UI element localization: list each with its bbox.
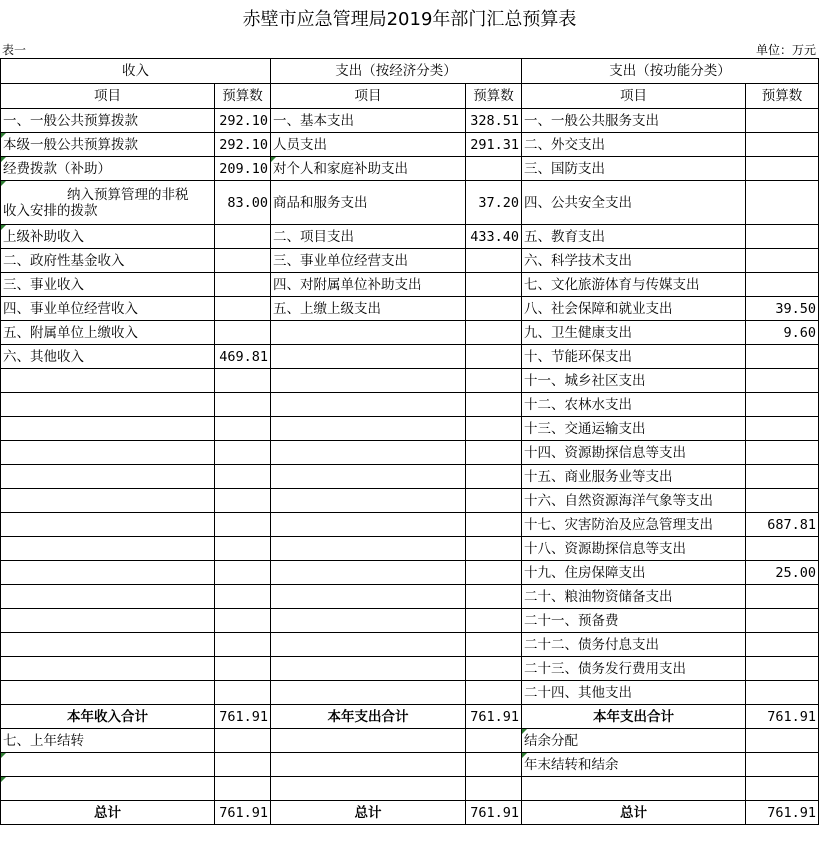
table-row (1, 633, 819, 657)
table-row (1, 777, 819, 801)
income-value[interactable] (215, 585, 271, 609)
econ-item[interactable] (271, 633, 466, 657)
econ-value[interactable]: 37.20 (466, 181, 522, 225)
income-value[interactable] (215, 465, 271, 489)
income-value[interactable] (215, 417, 271, 441)
col-header-item[interactable]: 项目 (271, 84, 466, 109)
income-item[interactable] (1, 681, 215, 705)
func-item[interactable]: 一、一般公共服务支出 (522, 109, 746, 133)
econ-item[interactable] (271, 777, 466, 801)
table-row (1, 681, 819, 705)
econ-item[interactable] (271, 321, 466, 345)
func-item[interactable]: 二、外交支出 (522, 133, 746, 157)
func-item[interactable]: 三、国防支出 (522, 157, 746, 181)
func-item[interactable]: 十、节能环保支出 (522, 345, 746, 369)
income-item[interactable]: 上级补助收入 (1, 225, 215, 249)
econ-item[interactable]: 四、对附属单位补助支出 (271, 273, 466, 297)
income-value[interactable] (215, 225, 271, 249)
econ-value[interactable]: 328.51 (466, 109, 522, 133)
func-item[interactable]: 十二、农林水支出 (522, 393, 746, 417)
func-total-label[interactable]: 总计 (522, 801, 746, 825)
econ-value[interactable] (466, 489, 522, 513)
func-value[interactable] (746, 777, 819, 801)
income-value[interactable] (215, 489, 271, 513)
income-subtotal-value[interactable]: 761.91 (215, 705, 271, 729)
econ-value[interactable] (466, 321, 522, 345)
income-value[interactable] (215, 393, 271, 417)
econ-value[interactable] (466, 585, 522, 609)
econ-value[interactable] (466, 753, 522, 777)
income-item[interactable]: 六、其他收入 (1, 345, 215, 369)
income-item[interactable] (1, 465, 215, 489)
income-value[interactable] (215, 777, 271, 801)
table-row (1, 273, 819, 297)
income-value[interactable] (215, 249, 271, 273)
income-value[interactable] (215, 633, 271, 657)
table-row (1, 417, 819, 441)
econ-item[interactable] (271, 369, 466, 393)
func-item[interactable]: 十八、资源勘探信息等支出 (522, 537, 746, 561)
func-item[interactable]: 二十四、其他支出 (522, 681, 746, 705)
income-value[interactable]: 292.10 (215, 133, 271, 157)
income-item[interactable] (1, 369, 215, 393)
table-row (1, 537, 819, 561)
econ-value[interactable] (466, 609, 522, 633)
econ-item[interactable] (271, 609, 466, 633)
func-value[interactable] (746, 657, 819, 681)
econ-value[interactable] (466, 393, 522, 417)
income-item[interactable]: 五、附属单位上缴收入 (1, 321, 215, 345)
func-value[interactable]: 39.50 (746, 297, 819, 321)
func-item[interactable]: 十一、城乡社区支出 (522, 369, 746, 393)
table-row (1, 345, 819, 369)
econ-value[interactable] (466, 633, 522, 657)
func-item[interactable]: 五、教育支出 (522, 225, 746, 249)
func-item[interactable]: 二十、粮油物资储备支出 (522, 585, 746, 609)
econ-item[interactable]: 对个人和家庭补助支出 (271, 157, 466, 181)
func-item[interactable]: 四、公共安全支出 (522, 181, 746, 225)
col-header-budget[interactable]: 预算数 (746, 84, 819, 109)
func-value[interactable] (746, 345, 819, 369)
econ-item[interactable] (271, 513, 466, 537)
income-value[interactable]: 209.10 (215, 157, 271, 181)
subtotal-row (1, 705, 819, 729)
econ-item[interactable]: 五、上缴上级支出 (271, 297, 466, 321)
func-item[interactable]: 十三、交通运输支出 (522, 417, 746, 441)
func-item[interactable]: 十九、住房保障支出 (522, 561, 746, 585)
income-value[interactable] (215, 441, 271, 465)
carryover-row (1, 729, 819, 753)
econ-value[interactable] (466, 441, 522, 465)
income-value[interactable] (215, 657, 271, 681)
income-item[interactable]: 三、事业收入 (1, 273, 215, 297)
econ-subtotal-value[interactable]: 761.91 (466, 705, 522, 729)
func-item[interactable]: 六、科学技术支出 (522, 249, 746, 273)
carryover-row (1, 753, 819, 777)
table-row (1, 157, 819, 181)
table-row (1, 369, 819, 393)
econ-total-label[interactable]: 总计 (271, 801, 466, 825)
econ-value[interactable] (466, 297, 522, 321)
func-item[interactable]: 七、文化旅游体育与传媒支出 (522, 273, 746, 297)
unit-label: 单位：万元 (755, 43, 816, 57)
income-value[interactable] (215, 321, 271, 345)
econ-value[interactable]: 433.40 (466, 225, 522, 249)
col-header-item[interactable]: 项目 (522, 84, 746, 109)
income-value[interactable] (215, 273, 271, 297)
column-header-row (1, 84, 819, 109)
econ-subtotal-label[interactable]: 本年支出合计 (271, 705, 466, 729)
func-value[interactable] (746, 537, 819, 561)
econ-item[interactable] (271, 681, 466, 705)
econ-item[interactable] (271, 441, 466, 465)
func-item[interactable]: 十七、灾害防治及应急管理支出 (522, 513, 746, 537)
econ-value[interactable] (466, 345, 522, 369)
econ-value[interactable] (466, 657, 522, 681)
econ-item[interactable] (271, 465, 466, 489)
econ-item[interactable] (271, 585, 466, 609)
econ-value[interactable] (466, 249, 522, 273)
econ-value[interactable] (466, 513, 522, 537)
section-expense-econ[interactable]: 支出（按经济分类） (271, 59, 522, 84)
func-item[interactable]: 八、社会保障和就业支出 (522, 297, 746, 321)
table-row (1, 133, 819, 157)
income-item-line2: 收入安排的拨款 (3, 202, 98, 219)
econ-item[interactable] (271, 417, 466, 441)
income-value[interactable] (215, 609, 271, 633)
income-total-value[interactable]: 761.91 (215, 801, 271, 825)
econ-value[interactable] (466, 157, 522, 181)
econ-item[interactable]: 三、事业单位经营支出 (271, 249, 466, 273)
econ-item[interactable] (271, 729, 466, 753)
income-value[interactable] (215, 561, 271, 585)
func-subtotal-value[interactable]: 761.91 (746, 705, 819, 729)
table-row (1, 249, 819, 273)
func-item[interactable]: 十四、资源勘探信息等支出 (522, 441, 746, 465)
econ-value[interactable] (466, 369, 522, 393)
income-value[interactable] (215, 729, 271, 753)
func-value[interactable] (746, 225, 819, 249)
table-row (1, 585, 819, 609)
income-value[interactable] (215, 369, 271, 393)
func-value[interactable] (746, 369, 819, 393)
table-row (1, 609, 819, 633)
income-value[interactable] (215, 753, 271, 777)
income-value[interactable]: 83.00 (215, 181, 271, 225)
func-value[interactable] (746, 489, 819, 513)
carryover-label[interactable]: 七、上年结转 (1, 729, 215, 753)
func-item[interactable]: 二十二、债务付息支出 (522, 633, 746, 657)
table-row (1, 297, 819, 321)
table-row (1, 513, 819, 537)
income-item[interactable]: 经费拨款（补助） (1, 157, 215, 181)
table-row (1, 181, 819, 225)
func-item[interactable]: 十五、商业服务业等支出 (522, 465, 746, 489)
func-value[interactable] (746, 633, 819, 657)
func-value[interactable] (746, 585, 819, 609)
econ-value[interactable] (466, 777, 522, 801)
income-item[interactable] (1, 417, 215, 441)
func-item[interactable] (522, 777, 746, 801)
income-item[interactable] (1, 609, 215, 633)
income-value[interactable] (215, 537, 271, 561)
income-value[interactable] (215, 297, 271, 321)
income-subtotal-label[interactable]: 本年收入合计 (1, 705, 215, 729)
table-row (1, 225, 819, 249)
func-item[interactable]: 九、卫生健康支出 (522, 321, 746, 345)
econ-value[interactable] (466, 417, 522, 441)
col-header-budget[interactable]: 预算数 (215, 84, 271, 109)
table-row (1, 657, 819, 681)
econ-item[interactable] (271, 657, 466, 681)
func-value[interactable] (746, 441, 819, 465)
func-value[interactable] (746, 609, 819, 633)
income-item[interactable]: 二、政府性基金收入 (1, 249, 215, 273)
income-value[interactable] (215, 513, 271, 537)
func-value[interactable] (746, 729, 819, 753)
col-header-item[interactable]: 项目 (1, 84, 215, 109)
func-subtotal-label[interactable]: 本年支出合计 (522, 705, 746, 729)
section-income[interactable]: 收入 (1, 59, 271, 84)
table-row (1, 393, 819, 417)
table-row (1, 441, 819, 465)
func-value[interactable]: 687.81 (746, 513, 819, 537)
econ-item[interactable] (271, 393, 466, 417)
income-item[interactable] (1, 753, 215, 777)
income-item[interactable] (1, 633, 215, 657)
income-item[interactable]: 一、一般公共预算拨款 (1, 109, 215, 133)
income-value[interactable]: 469.81 (215, 345, 271, 369)
income-item[interactable] (1, 537, 215, 561)
func-value[interactable] (746, 249, 819, 273)
income-item[interactable] (1, 585, 215, 609)
econ-item[interactable] (271, 561, 466, 585)
income-value[interactable]: 292.10 (215, 109, 271, 133)
func-value[interactable] (746, 393, 819, 417)
econ-item[interactable]: 二、项目支出 (271, 225, 466, 249)
econ-item[interactable] (271, 489, 466, 513)
table-row (1, 321, 819, 345)
income-item[interactable] (1, 181, 215, 225)
income-item[interactable] (1, 393, 215, 417)
econ-value[interactable] (466, 537, 522, 561)
income-item[interactable] (1, 657, 215, 681)
table-row (1, 489, 819, 513)
func-item[interactable]: 二十三、债务发行费用支出 (522, 657, 746, 681)
econ-item[interactable] (271, 537, 466, 561)
func-value[interactable] (746, 181, 819, 225)
income-item[interactable] (1, 489, 215, 513)
income-item[interactable] (1, 513, 215, 537)
table-row (1, 465, 819, 489)
econ-value[interactable]: 291.31 (466, 133, 522, 157)
section-expense-func[interactable]: 支出（按功能分类） (522, 59, 819, 84)
func-value[interactable] (746, 417, 819, 441)
func-value[interactable] (746, 109, 819, 133)
func-item[interactable]: 十六、自然资源海洋气象等支出 (522, 489, 746, 513)
income-value[interactable] (215, 681, 271, 705)
econ-value[interactable] (466, 681, 522, 705)
income-item[interactable] (1, 441, 215, 465)
func-value[interactable] (746, 681, 819, 705)
econ-total-value[interactable]: 761.91 (466, 801, 522, 825)
econ-value[interactable] (466, 273, 522, 297)
income-item[interactable] (1, 777, 215, 801)
econ-value[interactable] (466, 465, 522, 489)
econ-item[interactable] (271, 753, 466, 777)
table-row (1, 109, 819, 133)
func-value[interactable]: 9.60 (746, 321, 819, 345)
income-item[interactable]: 四、事业单位经营收入 (1, 297, 215, 321)
func-item[interactable]: 二十一、预备费 (522, 609, 746, 633)
econ-item[interactable]: 人员支出 (271, 133, 466, 157)
table-row (1, 561, 819, 585)
func-value[interactable] (746, 157, 819, 181)
surplus-distribution-label[interactable]: 结余分配 (522, 729, 746, 753)
col-header-budget[interactable]: 预算数 (466, 84, 522, 109)
econ-item[interactable]: 商品和服务支出 (271, 181, 466, 225)
income-item[interactable] (1, 561, 215, 585)
page-title: 赤壁市应急管理局2019年部门汇总预算表 (242, 9, 577, 30)
income-total-label[interactable]: 总计 (1, 801, 215, 825)
func-value[interactable] (746, 465, 819, 489)
budget-table (0, 58, 819, 825)
econ-item[interactable] (271, 345, 466, 369)
year-end-carryover-label[interactable]: 年末结转和结余 (522, 753, 746, 777)
econ-value[interactable] (466, 561, 522, 585)
income-item-line1: 纳入预算管理的非税 (67, 186, 189, 203)
econ-value[interactable] (466, 729, 522, 753)
table-id: 表一 (2, 43, 27, 57)
func-value[interactable]: 25.00 (746, 561, 819, 585)
func-total-value[interactable]: 761.91 (746, 801, 819, 825)
func-value[interactable] (746, 273, 819, 297)
section-header-row (1, 59, 819, 84)
total-row (1, 801, 819, 825)
func-value[interactable] (746, 753, 819, 777)
econ-item[interactable]: 一、基本支出 (271, 109, 466, 133)
income-item[interactable]: 本级一般公共预算拨款 (1, 133, 215, 157)
func-value[interactable] (746, 133, 819, 157)
